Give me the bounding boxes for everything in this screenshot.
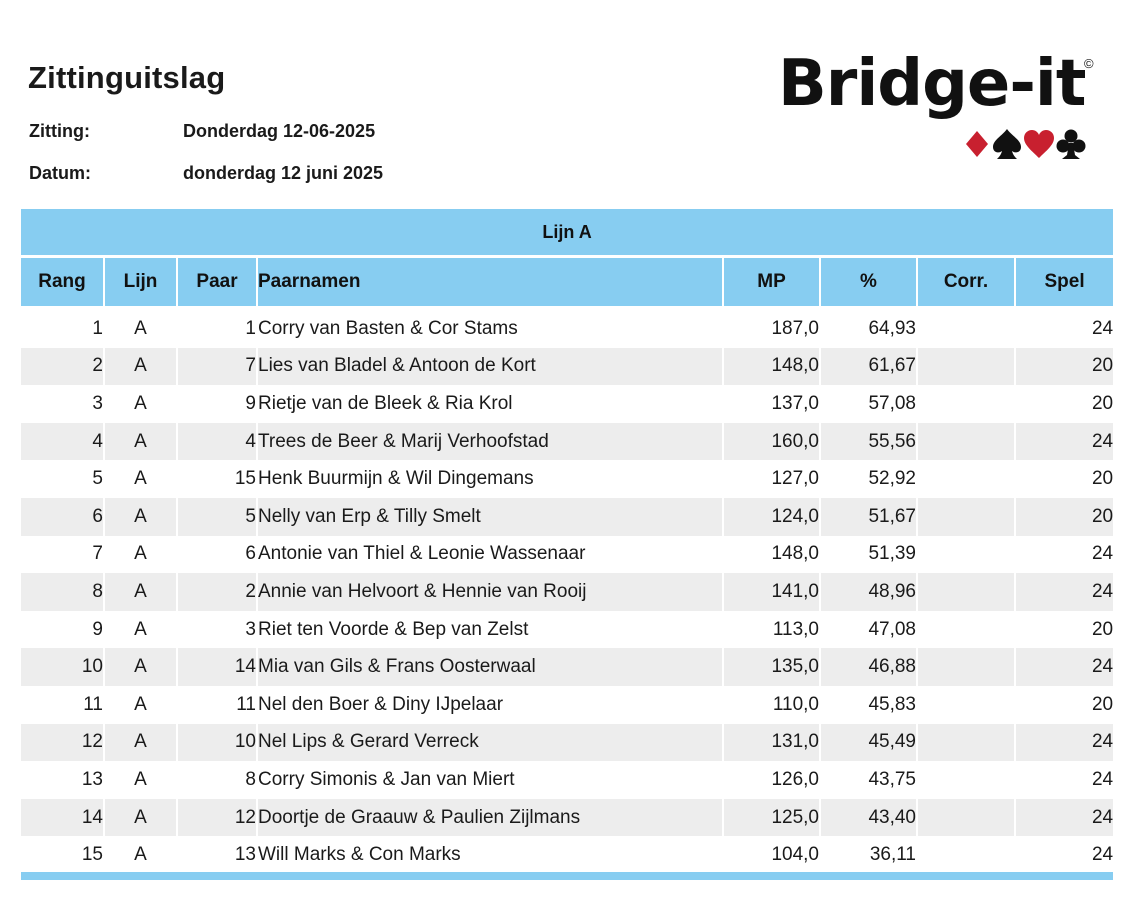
cell-pct: 43,75 [821,761,918,799]
cell-names: Corry Simonis & Jan van Miert [258,761,724,799]
table-bottom-bar [21,872,1113,880]
club-icon [1057,130,1086,160]
diamond-icon [966,131,988,157]
cell-pct: 48,96 [821,573,918,611]
cell-rang: 13 [21,761,105,799]
cell-lijn: A [105,686,178,724]
cell-lijn: A [105,460,178,498]
cell-spel: 24 [1016,836,1113,874]
cell-mp: 148,0 [724,348,821,386]
table-row [21,460,1113,498]
cell-names: Nelly van Erp & Tilly Smelt [258,498,724,536]
cell-lijn: A [105,573,178,611]
cell-names: Mia van Gils & Frans Oosterwaal [258,648,724,686]
cell-rang: 12 [21,724,105,762]
cell-lijn: A [105,536,178,574]
cell-spel: 24 [1016,799,1113,837]
cell-corr [918,423,1016,461]
cell-mp: 127,0 [724,460,821,498]
cell-paar: 7 [178,348,258,386]
table-row [21,573,1113,611]
cell-lijn: A [105,836,178,874]
cell-rang: 3 [21,385,105,423]
cell-spel: 24 [1016,761,1113,799]
col-spel: Spel [1016,258,1113,306]
cell-corr [918,724,1016,762]
cell-pct: 55,56 [821,423,918,461]
cell-spel: 24 [1016,724,1113,762]
cell-spel: 20 [1016,498,1113,536]
cell-corr [918,799,1016,837]
datum-value: donderdag 12 juni 2025 [183,163,384,183]
cell-corr [918,611,1016,649]
cell-paar: 4 [178,423,258,461]
cell-lijn: A [105,498,178,536]
cell-paar: 15 [178,460,258,498]
zitting-value: Donderdag 12-06-2025 [183,121,376,141]
cell-rang: 10 [21,648,105,686]
cell-rang: 9 [21,611,105,649]
table-row [21,799,1113,837]
cell-spel: 24 [1016,423,1113,461]
cell-pct: 45,49 [821,724,918,762]
cell-pct: 45,83 [821,686,918,724]
table-row [21,536,1113,574]
cell-rang: 15 [21,836,105,874]
cell-corr [918,460,1016,498]
cell-names: Nel den Boer & Diny IJpelaar [258,686,724,724]
cell-corr [918,573,1016,611]
col-lijn: Lijn [105,258,178,306]
cell-paar: 5 [178,498,258,536]
cell-rang: 6 [21,498,105,536]
cell-paar: 11 [178,686,258,724]
cell-names: Will Marks & Con Marks [258,836,724,874]
cell-lijn: A [105,724,178,762]
cell-corr [918,498,1016,536]
cell-mp: 131,0 [724,724,821,762]
cell-corr [918,761,1016,799]
table-row [21,310,1113,348]
cell-pct: 52,92 [821,460,918,498]
cell-corr [918,686,1016,724]
col-rang: Rang [21,258,105,306]
cell-spel: 20 [1016,385,1113,423]
cell-corr [918,836,1016,874]
cell-lijn: A [105,799,178,837]
cell-names: Rietje van de Bleek & Ria Krol [258,385,724,423]
table-row [21,423,1113,461]
col-mp: MP [724,258,821,306]
col-paarnamen: Paarnamen [258,258,724,306]
cell-names: Nel Lips & Gerard Verreck [258,724,724,762]
cell-lijn: A [105,611,178,649]
cell-rang: 5 [21,460,105,498]
cell-paar: 12 [178,799,258,837]
cell-pct: 47,08 [821,611,918,649]
cell-mp: 124,0 [724,498,821,536]
cell-pct: 51,39 [821,536,918,574]
datum-label: Datum: [29,163,91,183]
results-table [21,209,1113,874]
spade-icon [993,129,1021,159]
cell-names: Annie van Helvoort & Hennie van Rooij [258,573,724,611]
table-row [21,724,1113,762]
cell-lijn: A [105,423,178,461]
cell-rang: 7 [21,536,105,574]
cell-mp: 187,0 [724,310,821,348]
cell-names: Antonie van Thiel & Leonie Wassenaar [258,536,724,574]
cell-mp: 110,0 [724,686,821,724]
table-row [21,498,1113,536]
cell-rang: 4 [21,423,105,461]
page-title: Zittinguitslag [28,60,226,95]
cell-pct: 46,88 [821,648,918,686]
cell-spel: 24 [1016,573,1113,611]
col-pct: % [821,258,918,306]
cell-mp: 125,0 [724,799,821,837]
cell-spel: 20 [1016,611,1113,649]
zitting-label: Zitting: [29,121,90,141]
cell-mp: 141,0 [724,573,821,611]
cell-paar: 8 [178,761,258,799]
cell-corr [918,310,1016,348]
cell-rang: 11 [21,686,105,724]
cell-paar: 10 [178,724,258,762]
cell-paar: 1 [178,310,258,348]
cell-spel: 24 [1016,310,1113,348]
cell-pct: 64,93 [821,310,918,348]
cell-rang: 1 [21,310,105,348]
cell-names: Corry van Basten & Cor Stams [258,310,724,348]
cell-pct: 43,40 [821,799,918,837]
cell-mp: 113,0 [724,611,821,649]
cell-paar: 2 [178,573,258,611]
cell-spel: 20 [1016,460,1113,498]
cell-lijn: A [105,385,178,423]
cell-names: Riet ten Voorde & Bep van Zelst [258,611,724,649]
table-row [21,836,1113,874]
cell-spel: 24 [1016,536,1113,574]
cell-corr [918,348,1016,386]
cell-spel: 20 [1016,686,1113,724]
cell-names: Trees de Beer & Marij Verhoofstad [258,423,724,461]
col-corr: Corr. [918,258,1016,306]
cell-mp: 148,0 [724,536,821,574]
cell-lijn: A [105,310,178,348]
table-row [21,348,1113,386]
table-row [21,648,1113,686]
cell-mp: 135,0 [724,648,821,686]
cell-names: Lies van Bladel & Antoon de Kort [258,348,724,386]
cell-paar: 6 [178,536,258,574]
cell-pct: 57,08 [821,385,918,423]
table-row [21,761,1113,799]
cell-paar: 14 [178,648,258,686]
card-suits [964,126,1094,162]
cell-corr [918,648,1016,686]
cell-lijn: A [105,648,178,686]
table-row [21,686,1113,724]
col-paar: Paar [178,258,258,306]
cell-mp: 126,0 [724,761,821,799]
cell-names: Henk Buurmijn & Wil Dingemans [258,460,724,498]
column-header-row [21,258,1113,306]
cell-spel: 20 [1016,348,1113,386]
cell-paar: 3 [178,611,258,649]
cell-spel: 24 [1016,648,1113,686]
cell-names: Doortje de Graauw & Paulien Zijlmans [258,799,724,837]
cell-rang: 8 [21,573,105,611]
cell-rang: 2 [21,348,105,386]
copyright-mark: © [1084,56,1094,71]
cell-pct: 51,67 [821,498,918,536]
cell-pct: 36,11 [821,836,918,874]
cell-corr [918,536,1016,574]
cell-mp: 104,0 [724,836,821,874]
heart-icon [1024,130,1054,158]
cell-mp: 137,0 [724,385,821,423]
cell-mp: 160,0 [724,423,821,461]
cell-lijn: A [105,761,178,799]
logo-wordmark: Bridge-it [778,47,1086,121]
bridge-it-logo [778,47,1108,162]
cell-paar: 13 [178,836,258,874]
table-caption: Lijn A [21,209,1113,258]
cell-lijn: A [105,348,178,386]
cell-corr [918,385,1016,423]
table-row [21,385,1113,423]
cell-paar: 9 [178,385,258,423]
table-row [21,611,1113,649]
cell-pct: 61,67 [821,348,918,386]
cell-rang: 14 [21,799,105,837]
